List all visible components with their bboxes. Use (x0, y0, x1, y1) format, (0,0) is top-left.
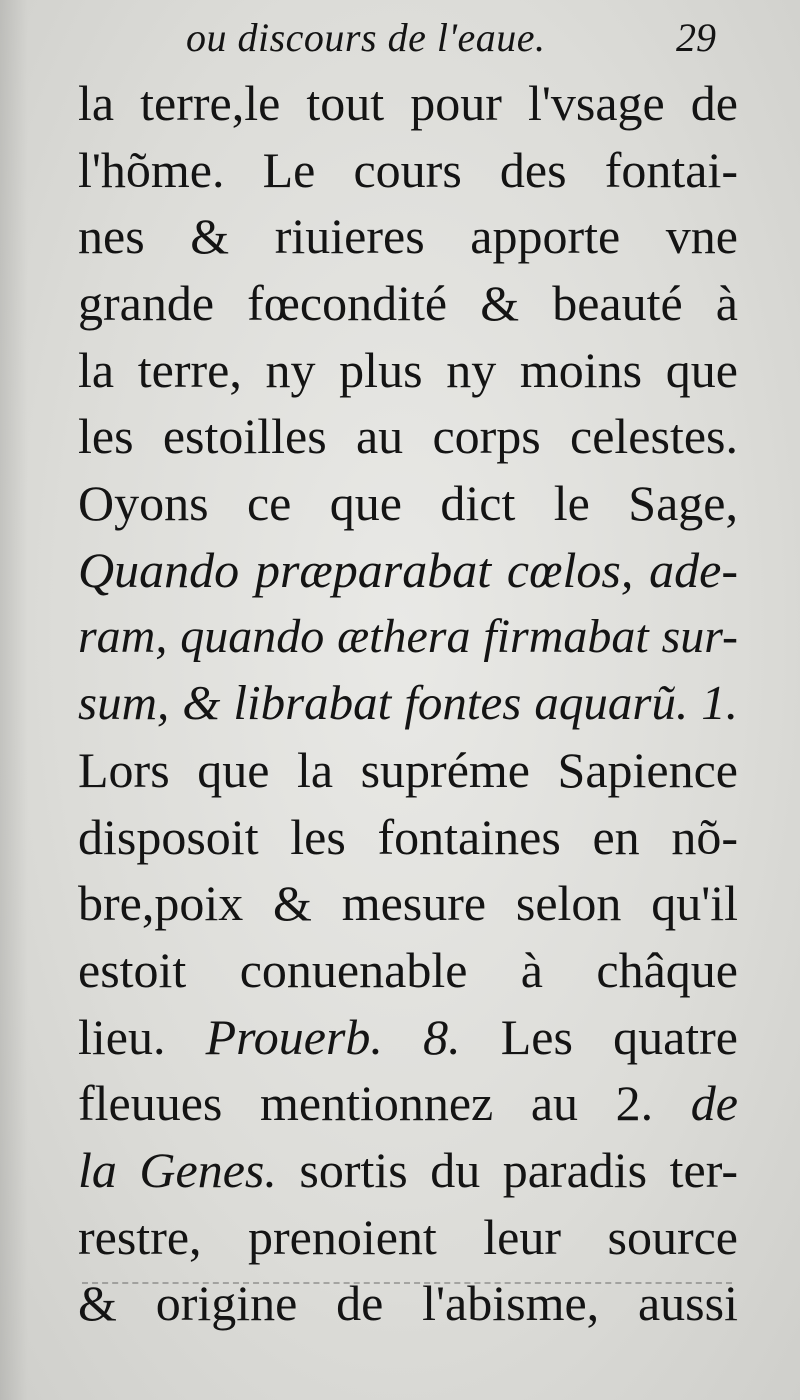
roman-segment: estoit conuenable à châque (78, 941, 738, 998)
italic-segment: de (690, 1075, 738, 1132)
body-text (78, 70, 738, 1337)
page-header (0, 8, 800, 78)
italic-segment: ram, quando æthera firmabat sur- (78, 609, 738, 663)
roman-segment: la terre,le tout pour l'vsage de (78, 75, 738, 131)
italic-segment: la Genes. (78, 1142, 277, 1198)
roman-segment: l'hõme. Le cours des fontai- (78, 141, 738, 198)
italic-segment: sum, & librabat fontes aquarũ. 1. (78, 675, 738, 731)
text-line (78, 137, 738, 204)
text-line (78, 670, 738, 737)
text-line (78, 470, 738, 537)
running-head: ou discours de l'eaue. (186, 15, 546, 60)
roman-segment: Lors que la supréme Sapience (78, 741, 738, 798)
roman-segment: Oyons ce que dict le Sage, (78, 475, 738, 532)
roman-segment: lieu. (78, 1008, 206, 1065)
text-line (78, 1137, 738, 1204)
roman-segment: grande fœcondité & beauté à (78, 275, 738, 332)
italic-segment: Prouerb. 8. (205, 1008, 461, 1065)
text-line (78, 737, 738, 804)
roman-segment: les estoilles au corps celestes. (78, 408, 738, 465)
text-line (78, 1070, 738, 1137)
text-line (78, 870, 738, 937)
text-line (78, 1270, 738, 1337)
roman-segment: fleuues mentionnez au 2. (78, 1075, 691, 1132)
italic-segment: Quando præparabat cœlos, ade- (78, 541, 738, 598)
roman-segment: Les quatre (460, 1008, 738, 1065)
text-line (78, 1204, 738, 1271)
roman-segment: & origine de l'abisme, aussi (78, 1275, 738, 1332)
text-line (78, 804, 738, 871)
bottom-rule (82, 1282, 732, 1284)
page-number: 29 (676, 15, 716, 60)
roman-segment: sortis du paradis ter- (276, 1142, 739, 1198)
text-line (78, 403, 738, 470)
text-line (78, 70, 738, 137)
roman-segment: la terre, ny plus ny moins que (78, 341, 738, 398)
text-line (78, 270, 738, 337)
page-edge-shadow (0, 0, 28, 1400)
roman-segment: disposoit les fontaines en nõ- (78, 808, 738, 865)
text-line (78, 937, 738, 1004)
text-line (78, 203, 738, 270)
text-line (78, 337, 738, 404)
roman-segment: restre, prenoient leur source (78, 1208, 738, 1265)
roman-segment: nes & riuieres apporte vne (78, 208, 738, 265)
text-line (78, 604, 738, 671)
text-line (78, 537, 738, 604)
roman-segment: bre,poix & mesure selon qu'il (78, 875, 738, 932)
text-line (78, 1004, 738, 1071)
